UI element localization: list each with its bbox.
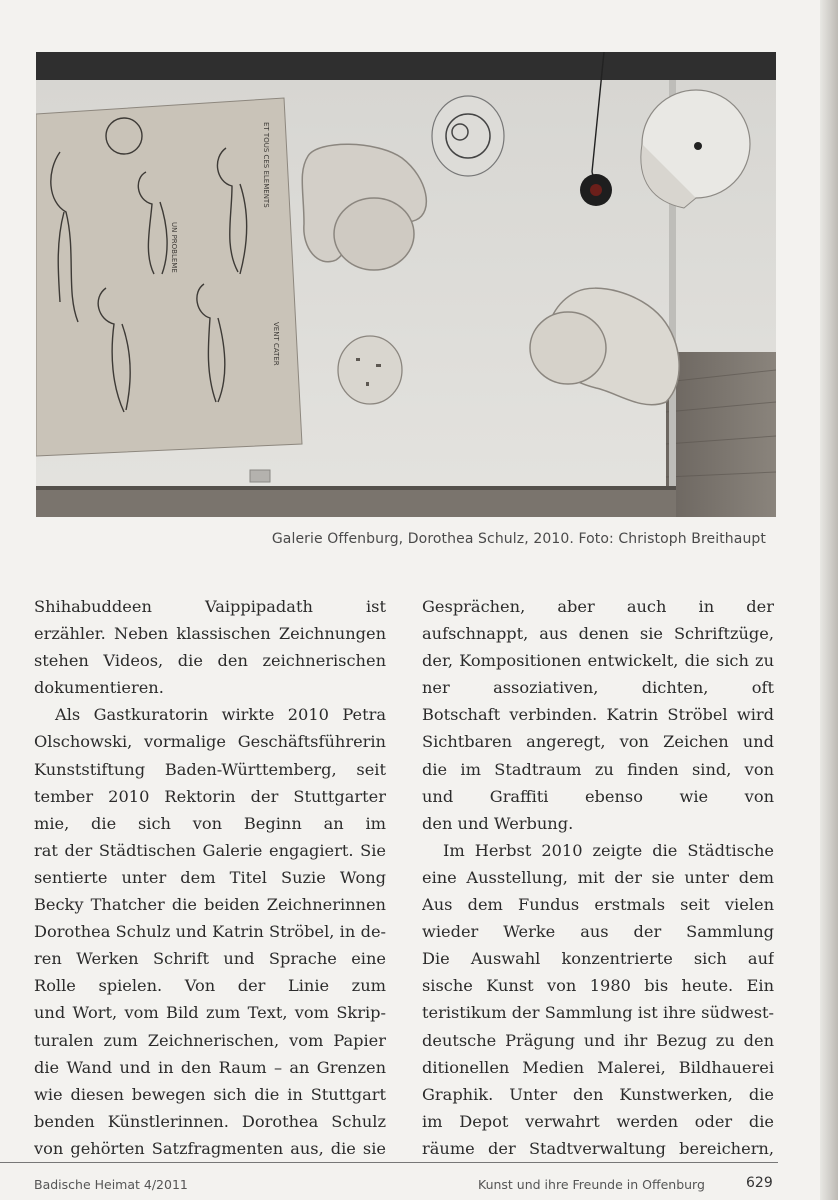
text-line: ner assoziativen, dichten, oft bbox=[422, 678, 774, 698]
text-line: rat der Städtischen Galerie engagiert. Sie bbox=[34, 840, 386, 860]
text-line: Als Gastkuratorin wirkte 2010 Petra bbox=[55, 705, 386, 725]
text-line: ditionellen Medien Malerei, Bildhauerei bbox=[422, 1057, 774, 1077]
page-edge-shadow bbox=[820, 0, 838, 1200]
text-line: Aus dem Fundus erstmals seit vielen bbox=[422, 895, 774, 915]
svg-text:UN PROBLEME: UN PROBLEME bbox=[170, 222, 178, 273]
text-line: Shihabuddeen Vaippipadath ist bbox=[34, 597, 386, 616]
text-line: Botschaft verbinden. Katrin Ströbel wird bbox=[422, 705, 774, 725]
text-line: der, Kompositionen entwickelt, die sich zu bbox=[422, 651, 774, 671]
text-line: Becky Thatcher die beiden Zeichnerinnen bbox=[34, 895, 386, 915]
running-head: Kunst und ihre Freunde in Offenburg bbox=[478, 1177, 705, 1192]
text-line: Sichtbaren angeregt, von Zeichen und bbox=[422, 732, 774, 752]
text-line: wie diesen bewegen sich die in Stuttgart bbox=[34, 1084, 386, 1104]
text-line: teristikum der Sammlung ist ihre südwest- bbox=[422, 1003, 774, 1023]
journal-title: Badische Heimat 4/2011 bbox=[34, 1177, 188, 1192]
text-line: die Wand und in den Raum – an Grenzen bbox=[34, 1057, 386, 1077]
text-line: und Graffiti ebenso wie von bbox=[422, 786, 774, 806]
text-line: eine Ausstellung, mit der sie unter dem bbox=[422, 867, 774, 887]
text-line: die im Stadtraum zu finden sind, von bbox=[422, 759, 774, 779]
text-line: dokumentieren. bbox=[34, 678, 164, 698]
text-line: Kunststiftung Baden-Württemberg, seit bbox=[34, 759, 386, 779]
text-line: erzähler. Neben klassischen Zeichnungen bbox=[34, 624, 386, 644]
text-line: stehen Videos, die den zeichnerischen bbox=[34, 651, 386, 671]
right-text-column bbox=[422, 593, 774, 1162]
gallery-photo-illustration bbox=[36, 52, 776, 517]
text-line: im Depot verwahrt werden oder die bbox=[422, 1111, 774, 1131]
text-line: aufschnappt, aus denen sie Schriftzüge, bbox=[422, 624, 774, 644]
text-line: deutsche Prägung und ihr Bezug zu den bbox=[422, 1030, 774, 1050]
text-line: tember 2010 Rektorin der Stuttgarter bbox=[34, 786, 386, 806]
text-line: sentierte unter dem Titel Suzie Wong bbox=[34, 867, 386, 887]
footer-rule bbox=[0, 1162, 778, 1163]
text-line: mie, die sich von Beginn an im bbox=[34, 813, 386, 833]
photo-caption: Galerie Offenburg, Dorothea Schulz, 2010. Foto: Christoph Breithaupt bbox=[271, 531, 766, 547]
text-line: Gesprächen, aber auch in der bbox=[422, 597, 774, 616]
text-line: Dorothea Schulz und Katrin Ströbel, in de- bbox=[34, 922, 386, 942]
text-line: räume der Stadtverwaltung bereichern, bbox=[422, 1138, 774, 1158]
text-line: den und Werbung. bbox=[422, 813, 574, 833]
text-line: Olschowski, vormalige Geschäftsführerin bbox=[34, 732, 386, 752]
text-line: sische Kunst von 1980 bis heute. Ein bbox=[422, 976, 774, 996]
text-line: Im Herbst 2010 zeigte die Städtische bbox=[443, 840, 774, 860]
svg-text:VENT CATER: VENT CATER bbox=[272, 322, 280, 366]
text-line: turalen zum Zeichnerischen, vom Papier bbox=[34, 1030, 386, 1050]
text-line: Graphik. Unter den Kunstwerken, die bbox=[422, 1084, 774, 1104]
text-line: von gehörten Satzfragmenten aus, die sie bbox=[34, 1138, 386, 1158]
text-line: benden Künstlerinnen. Dorothea Schulz bbox=[34, 1111, 386, 1131]
text-line: ren Werken Schrift und Sprache eine bbox=[34, 949, 386, 969]
text-line: Die Auswahl konzentrierte sich auf bbox=[422, 949, 774, 969]
gallery-photo bbox=[36, 52, 776, 517]
page-number: 629 bbox=[746, 1175, 773, 1191]
text-line: Rolle spielen. Von der Linie zum bbox=[34, 976, 386, 996]
text-line: wieder Werke aus der Sammlung bbox=[422, 922, 774, 942]
svg-text:ET TOUS CES ELEMENTS: ET TOUS CES ELEMENTS bbox=[262, 122, 270, 208]
text-line: und Wort, vom Bild zum Text, vom Skrip- bbox=[34, 1003, 386, 1023]
left-text-column bbox=[34, 593, 386, 1162]
